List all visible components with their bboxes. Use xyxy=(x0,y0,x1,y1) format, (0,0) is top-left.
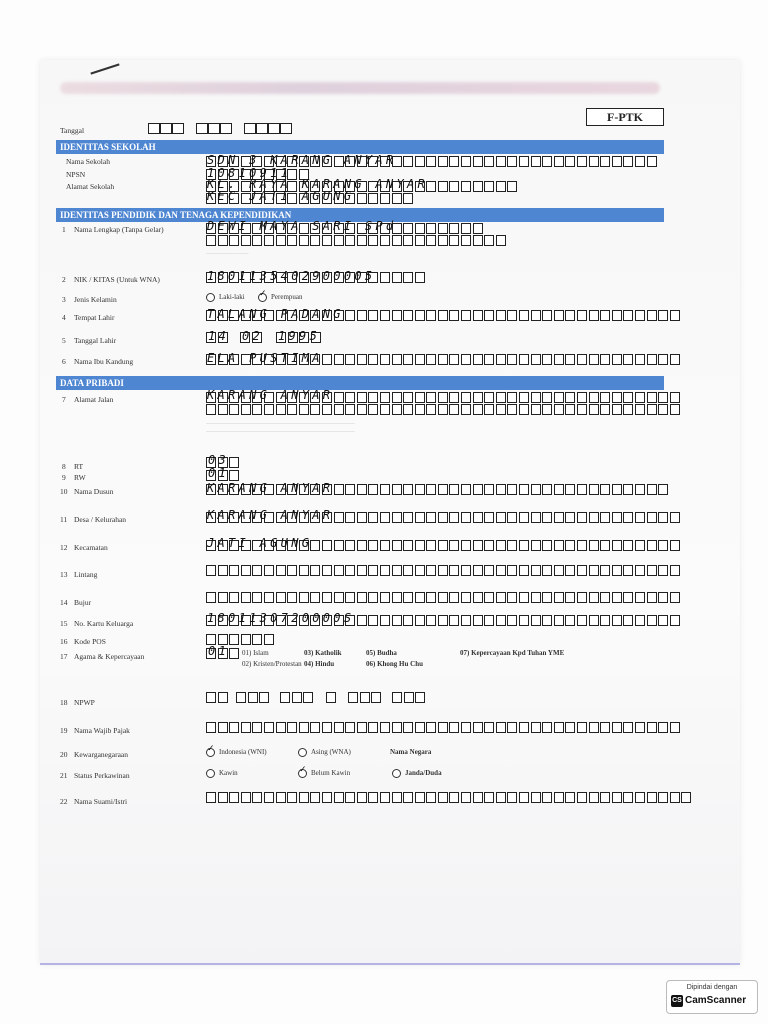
spouse-name-boxes[interactable] xyxy=(206,792,693,803)
religion-option-islam: 01) Islam xyxy=(242,649,269,657)
full-name-label: Nama Lengkap (Tanpa Gelar) xyxy=(74,225,164,234)
school-address-value-2: KEC JATI AGUNG xyxy=(207,189,355,203)
village-value: KARANG ANYAR xyxy=(207,508,334,522)
mother-name-label: Nama Ibu Kandung xyxy=(74,357,134,366)
citizenship-wni-option[interactable] xyxy=(206,748,267,757)
school-name-value: SDN 3 KARANG ANYAR xyxy=(207,153,397,167)
district-value: JATI AGUNG xyxy=(207,536,313,550)
citizenship-wna-option[interactable] xyxy=(298,748,351,757)
field-number: 11 xyxy=(60,515,68,524)
form-code-box: F-PTK xyxy=(586,108,664,126)
radio-checked-icon[interactable] xyxy=(206,748,215,757)
street-label: Alamat Jalan xyxy=(74,395,114,404)
taxpayer-name-boxes[interactable] xyxy=(206,722,681,733)
citizenship-label: Kewarganegaraan xyxy=(74,750,128,759)
field-number: 22 xyxy=(60,797,68,806)
radio-icon[interactable] xyxy=(392,769,401,778)
rt-value: 03 xyxy=(208,453,230,467)
date-label: Tanggal xyxy=(60,126,85,135)
citizenship-wni-text: Indonesia (WNI) xyxy=(219,748,267,757)
field-number: 21 xyxy=(60,771,68,780)
taxpayer-name-label: Nama Wajib Pajak xyxy=(74,726,130,735)
radio-checked-icon[interactable] xyxy=(258,293,267,302)
full-name-value: DEWI MAYA SARI SPd xyxy=(207,219,397,233)
birth-month-value: 02 xyxy=(242,329,264,343)
marital-married-option[interactable] xyxy=(206,769,238,778)
nik-value: 1801135402900005 xyxy=(207,269,376,283)
npwp-boxes-5[interactable] xyxy=(348,692,383,703)
npwp-boxes-3[interactable] xyxy=(280,692,315,703)
field-number: 14 xyxy=(60,598,68,607)
radio-icon[interactable] xyxy=(206,769,215,778)
npsn-value: 10810911 xyxy=(207,166,292,180)
npwp-boxes-2[interactable] xyxy=(236,692,271,703)
religion-label: Agama & Kepercayaan xyxy=(74,652,145,661)
marital-widow-option[interactable] xyxy=(392,769,442,778)
marital-single-option[interactable] xyxy=(298,769,350,778)
field-number: 9 xyxy=(62,473,66,482)
birth-day-value: 14 xyxy=(208,329,230,343)
religion-option-konghucu: 06) Khong Hu Chu xyxy=(366,660,423,668)
date-boxes[interactable] xyxy=(148,123,292,134)
religion-option-katholik: 03) Katholik xyxy=(304,649,342,657)
field-number: 3 xyxy=(62,295,66,304)
field-number: 6 xyxy=(62,357,66,366)
nik-label: NIK / KITAS (Untuk WNA) xyxy=(74,275,160,284)
family-card-value: 1801130720000S xyxy=(207,611,355,625)
street-value: KARANG ANYAR xyxy=(207,388,334,402)
field-number: 20 xyxy=(60,750,68,759)
latitude-boxes[interactable] xyxy=(206,565,681,576)
field-number: 19 xyxy=(60,726,68,735)
field-number: 12 xyxy=(60,543,68,552)
npwp-boxes-1[interactable] xyxy=(206,692,229,703)
birthplace-label: Tempat Lahir xyxy=(74,313,115,322)
npwp-label: NPWP xyxy=(74,698,95,707)
radio-checked-icon[interactable] xyxy=(298,769,307,778)
section-educator: IDENTITAS PENDIDIK DAN TENAGA KEPENDIDIKAN xyxy=(56,208,664,222)
school-address-value-1: KL. RAYA KARANG ANYAR xyxy=(207,177,429,191)
religion-option-kristen: 02) Kristen/Protestan xyxy=(242,660,302,668)
camscanner-badge xyxy=(666,980,758,1014)
street-boxes-2[interactable] xyxy=(206,404,681,415)
rw-value: 01 xyxy=(208,466,230,480)
latitude-label: Lintang xyxy=(74,570,98,579)
rw-label: RW xyxy=(74,473,86,482)
blurred-header-title xyxy=(60,82,660,94)
field-number: 7 xyxy=(62,395,66,404)
longitude-boxes[interactable] xyxy=(206,592,681,603)
field-number: 2 xyxy=(62,275,66,284)
religion-option-kepercayaan: 07) Kepercayaan Kpd Tuhan YME xyxy=(460,649,565,657)
faint-note: ────────────────────────────────────────── xyxy=(206,422,355,427)
marital-married-text: Kawin xyxy=(219,769,238,778)
religion-option-hindu: 04) Hindu xyxy=(304,660,335,668)
dusun-label: Nama Dusun xyxy=(74,487,114,496)
birthdate-label: Tanggal Lahir xyxy=(74,336,117,345)
field-number: 5 xyxy=(62,336,66,345)
gender-female-option[interactable] xyxy=(258,293,303,302)
field-number: 15 xyxy=(60,619,68,628)
postal-code-label: Kode POS xyxy=(74,637,106,646)
full-name-boxes-2[interactable] xyxy=(206,235,507,246)
religion-value: 01 xyxy=(208,644,230,658)
spouse-name-label: Nama Suami/Istri xyxy=(74,797,128,806)
radio-icon[interactable] xyxy=(298,748,307,757)
gender-male-option[interactable] xyxy=(206,293,245,302)
page-bottom-edge xyxy=(40,963,740,965)
section-personal: DATA PRIBADI xyxy=(56,376,664,390)
field-number: 8 xyxy=(62,462,66,471)
radio-icon[interactable] xyxy=(206,293,215,302)
marital-single-text: Belum Kawin xyxy=(311,769,351,778)
school-address-label: Alamat Sekolah xyxy=(66,182,115,191)
scanner-name: CamScanner xyxy=(685,995,747,1006)
family-card-label: No. Kartu Keluarga xyxy=(74,619,134,628)
district-label: Kecamatan xyxy=(74,543,108,552)
birth-year-value: 1995 xyxy=(278,329,321,343)
field-number: 16 xyxy=(60,637,68,646)
mother-name-value: ELA PUSTIMA xyxy=(207,351,323,365)
gender-male-text: Laki-laki xyxy=(219,293,245,302)
npsn-label: NPSN xyxy=(66,170,86,179)
village-label: Desa / Kelurahan xyxy=(74,515,127,524)
marital-status-label: Status Perkawinan xyxy=(74,771,130,780)
section-school: IDENTITAS SEKOLAH xyxy=(56,140,664,154)
country-name-label: Nama Negara xyxy=(390,748,432,756)
gender-label: Jenis Kelamin xyxy=(74,295,117,304)
faint-note: ──────────── xyxy=(206,252,249,257)
dusun-value: KARANG ANYAR xyxy=(207,481,334,495)
field-number: 18 xyxy=(60,698,68,707)
pen-mark xyxy=(90,63,119,74)
gender-female-text: Perempuan xyxy=(271,293,303,302)
field-number: 10 xyxy=(60,487,68,496)
religion-option-budha: 05) Budha xyxy=(366,649,397,657)
field-number: 13 xyxy=(60,570,68,579)
scanner-caption: Dipindai dengan xyxy=(686,984,738,991)
rt-label: RT xyxy=(74,462,84,471)
faint-note: ────────────────────────────────────────── xyxy=(206,430,355,435)
field-number: 17 xyxy=(60,652,68,661)
longitude-label: Bujur xyxy=(74,598,92,607)
birthplace-value: TALANG PADANG xyxy=(207,307,344,321)
marital-widow-text: Janda/Duda xyxy=(405,769,442,778)
school-name-label: Nama Sekolah xyxy=(66,157,110,166)
npwp-boxes-6[interactable] xyxy=(392,692,427,703)
field-number: 4 xyxy=(62,313,66,322)
form-sheet xyxy=(40,60,740,965)
camscanner-logo-icon: CS xyxy=(671,995,683,1007)
npwp-boxes-4[interactable] xyxy=(326,692,338,703)
field-number: 1 xyxy=(62,225,66,234)
citizenship-wna-text: Asing (WNA) xyxy=(311,748,351,757)
